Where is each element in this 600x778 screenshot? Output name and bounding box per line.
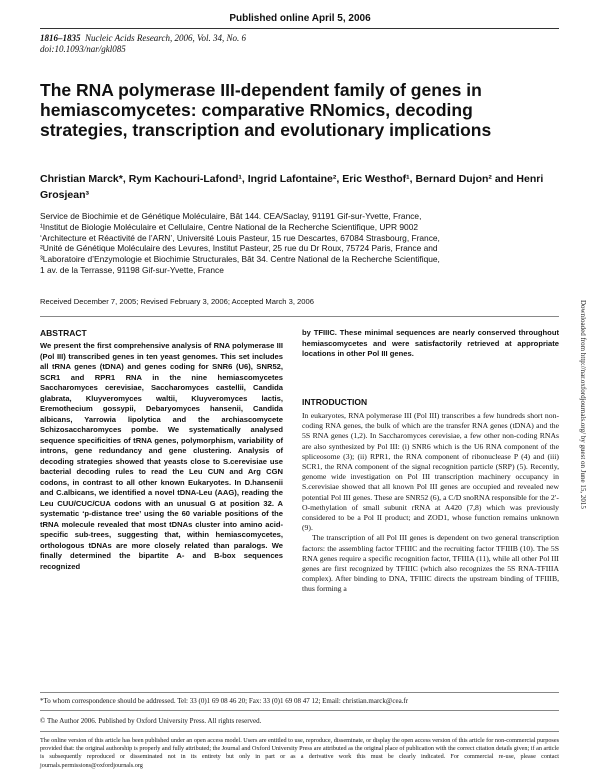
publication-date: Published online April 5, 2006 [229, 13, 371, 24]
journal-name: Nucleic Acids Research, 2006, Vol. 34, No. 6 [85, 33, 246, 43]
abstract-text: We present the first comprehensive analysis of RNA polymerase III (Pol III) transcribed genes in ten yeast genomes. This set includes all tRNA genes (tDNA) and genes coding for SNR6 (U6), SNR52, SCR1 and RPR1 RNA in the nine hemiascomycetes Saccharomyces cerevisiae, Saccharomyces castellii, Candida glabrata, Kluyveromyces waltii, Kluyveromyces lactis, Eremothecium gossypii, Debaryomyces hansenii, Candida albicans, Yarrowia lipolytica and the archiascomycete Schizosaccharomyces pombe. We systematically analysed sequence specificities of tRNA genes, polymorphism, variability of introns, gene redundancy and gene clustering. Analysis of decoding strategies showed that yeasts close to S.cerevisiae use bacterial decoding rules to read the Leu CUN and Arg CGN codons, in contrast to all other known Eukaryotes. In D.hansenii and C.albicans, we identified a novel tDNA-Leu (AAG), reading the Leu CUU/CUC/CUA codons with an unusual G at position 32. A systematic ‘p-distance tree’ using the 60 variable positions of the tRNA molecule revealed that most tDNAs cluster into amino acid-specific sub-trees, suggesting that, within hemiascomycetes, orthologous tDNAs are more closely related than paralogs. We finally determined the bipartite A- and B-box sequences recognized [40, 341, 283, 571]
affiliation-line: Service de Biochimie et de Génétique Moléculaire, Bât 144. CEA/Saclay, 91191 Gif-sur-Yvette, France, [40, 211, 422, 221]
article-title: The RNA polymerase III-dependent family of genes in hemiascomycetes: comparative RNomics, decoding strategies, transcription and evolutionary implications [40, 80, 492, 140]
introduction-text [302, 411, 559, 595]
copyright-notice: © The Author 2006. Published by Oxford University Press. All rights reserved. [40, 717, 262, 725]
footnote-rule [40, 710, 559, 711]
affiliation-line: ²Unité de Génétique Moléculaire des Levures, Institut Pasteur, 25 rue du Dr Roux, 75724 Paris, France and [40, 243, 438, 254]
introduction-heading: INTRODUCTION [302, 397, 368, 407]
doi: doi:10.1093/nar/gkl085 [40, 44, 126, 54]
affiliation-line: ³Laboratoire d’Enzymologie et Biochimie Structurales, Bât 34. Centre National de la Recherche Scientifique, [40, 254, 440, 265]
affiliation-line: ‘Architecture et Réactivité de l’ARN’, Université Louis Pasteur, 15 rue Descartes, 67084 Strasbourg, France, [40, 232, 440, 243]
affiliations [40, 211, 560, 276]
abstract-heading: ABSTRACT [40, 328, 87, 338]
header-rule [40, 28, 559, 29]
download-notice[interactable]: Downloaded from http://nar.oxfordjournals.org/ by guest on June 15, 2015 [579, 300, 587, 509]
received-dates: Received December 7, 2005; Revised February 3, 2006; Accepted March 3, 2006 [40, 297, 314, 306]
author-list: Christian Marck*, Rym Kachouri-Lafond¹, Ingrid Lafontaine², Eric Westhof¹, Bernard Dujon² and Henri Grosjean³ [40, 173, 544, 201]
section-rule [40, 316, 559, 317]
download-sidebar [573, 300, 593, 680]
abstract-continued: by TFIIIC. These minimal sequences are nearly conserved throughout hemiascomycetes and were satisfactorily retrieved at appropriate locations in other Pol III genes. [302, 328, 559, 358]
correspondence-note: *To whom correspondence should be addressed. Tel: 33 (0)1 69 08 46 20; Fax: 33 (0)1 69 08 47 12; Email: christian.marck@cea.fr [40, 697, 409, 705]
journal-citation [40, 33, 246, 55]
intro-paragraph: In eukaryotes, RNA polymerase III (Pol III) transcribes a few hundreds short non-coding RNA genes, the bulk of which are the transfer RNA genes (tDNA) and the 5S RNA genes (1,2). In Saccharomyces cerevisiae, a few other non-coding RNAs are also synthesized by Pol III: (i) SNR6 which is the U6 RNA component of the spliceosome (3); (ii) RPR1, the RNA component of ribonuclease P (4) and (iii) SCR1, the RNA component of the signal recognition particle (SRP) (5). Recently, genome wide investigation on Pol III transcription machinery occupancy in S.cerevisiae showed that all known Pol III genes are occupied and revealed new potential Pol III genes. These are SNR52 (6), a C/D snoRNA responsible for the 2′-O-methylation of small subunit rRNA at A420 (7,8) which was previously considered to be a Pol II product; and ZOD1, whose function remains unknown (9). [302, 411, 559, 533]
affiliation-line: ¹Institut de Biologie Moléculaire et Cellulaire, Centre National de la Recherche Scientifique, UPR 9002 [40, 221, 419, 232]
footnote-rule [40, 692, 559, 693]
intro-paragraph: The transcription of all Pol III genes is dependent on two general transcription factors: the assembling factor TFIIIC and the recruiting factor TFIIIB (10). The 5S RNA genes require a specific recognition factor, TFIIIA (11), while all other Pol III genes are first recognized by TFIIIC (which also recognizes the 5S RNA-TFIIIA complex). After binding to DNA, TFIIIC directs the upstream binding of TFIIIB, thus forming a [302, 533, 559, 594]
footnote-rule [40, 731, 559, 732]
page-range: 1816–1835 [40, 33, 81, 43]
license-notice: The online version of this article has been published under an open access model. Users are entitled to use, reproduce, disseminate, or display the open access version of this article for non-commercial purposes provided that: the original authorship is properly and fully attributed; the Journal and Oxford University Press are attributed as the original place of publication with the correct citation details given; if an article is subsequently reproduced or disseminated not in its entirety but only in part or as a derivative work this must be clearly indicated. For commercial re-use, please contact journals.permissions@oxfordjournals.org [40, 737, 559, 769]
affiliation-line: 1 av. de la Terrasse, 91198 Gif-sur-Yvette, France [40, 264, 224, 275]
